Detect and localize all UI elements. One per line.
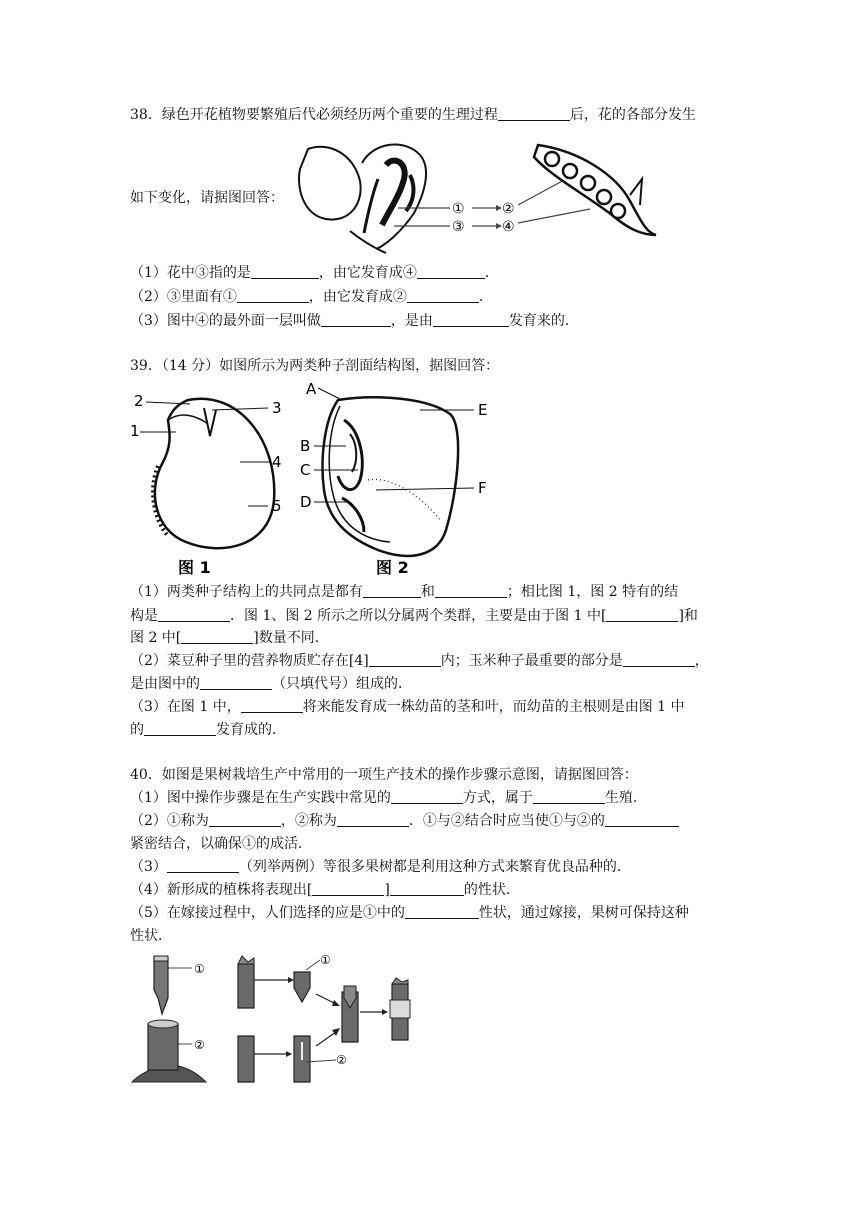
q40-sub2-line2: 紧密结合，以确保①的成活． bbox=[130, 836, 312, 852]
answer-blank[interactable] bbox=[390, 881, 464, 896]
q39-title: 39．（14 分）如图所示为两类种子剖面结构图，据图回答： bbox=[130, 358, 500, 374]
answer-blank[interactable] bbox=[435, 583, 507, 598]
answer-blank[interactable] bbox=[144, 721, 216, 736]
q38-line2: 如下变化，请据图回答： bbox=[130, 190, 284, 206]
rootstock-label: ② bbox=[194, 1038, 205, 1052]
scion-label: ① bbox=[194, 962, 205, 976]
fig2-label-C: C bbox=[300, 461, 311, 479]
answer-blank[interactable] bbox=[417, 264, 485, 279]
scion-label-2: ① bbox=[320, 953, 331, 967]
answer-blank[interactable] bbox=[251, 264, 319, 279]
fig1-label-5: 5 bbox=[272, 497, 282, 515]
answer-blank[interactable] bbox=[606, 607, 678, 622]
q40-title: 40．如图是果树栽培生产中常用的一项生产技术的操作步骤示意图，请据图回答： bbox=[130, 767, 638, 783]
q38-text: 38．绿色开花植物要繁殖后代必须经历两个重要的生理过程 bbox=[130, 107, 498, 123]
q40-sub5-line2: 性状． bbox=[130, 928, 172, 944]
q38-sub3: （3）图中④的最外面一层叫做 ，是由 发育来的． bbox=[130, 313, 579, 329]
answer-blank[interactable] bbox=[181, 629, 253, 644]
q38-sub1: （1）花中③指的是 ，由它发育成④ ． bbox=[130, 265, 499, 281]
q38-sub2: （2）③里面有① ，由它发育成② ． bbox=[130, 289, 493, 305]
fig2-label-E: E bbox=[478, 401, 488, 419]
q39-sub3-line2: 的 发育成的． bbox=[130, 722, 286, 738]
fig1-label-4: 4 bbox=[272, 453, 282, 471]
answer-blank[interactable] bbox=[167, 858, 239, 873]
q39-sub2-line1: （2）菜豆种子里的营养物质贮存在[4] 内；玉米种子最重要的部分是 ， bbox=[130, 653, 709, 669]
seed-section-figure bbox=[128, 380, 498, 580]
answer-blank[interactable] bbox=[200, 675, 272, 690]
grafting-steps-figure bbox=[128, 950, 428, 1090]
fig2-label-D: D bbox=[300, 493, 312, 511]
q39-sub2-line2: 是由图中的 （只填代号）组成的． bbox=[130, 676, 412, 692]
q38-line1 bbox=[130, 105, 696, 125]
petal-shape bbox=[299, 147, 361, 220]
fig2-caption: 图 2 bbox=[376, 558, 409, 577]
answer-blank[interactable] bbox=[605, 812, 679, 827]
q39-sub1-line1: （1）两类种子结构上的共同点是都有 和 ；相比图 1，图 2 特有的结 bbox=[130, 584, 679, 600]
scion-shape bbox=[154, 958, 168, 1014]
answer-blank[interactable] bbox=[533, 789, 605, 804]
rootstock-label-2: ② bbox=[336, 1053, 347, 1067]
rootstock-shape bbox=[148, 1024, 178, 1070]
answer-blank[interactable] bbox=[623, 652, 695, 667]
answer-blank[interactable] bbox=[498, 106, 570, 121]
q39-sub1-line2: 构是 ．图 1、图 2 所示之所以分属两个类群，主要是由于图 1 中[ ]和 bbox=[130, 608, 698, 624]
answer-blank[interactable] bbox=[405, 904, 479, 919]
answer-blank[interactable] bbox=[312, 881, 384, 896]
q40-sub3: （3） （列举两例）等很多果树都是利用这种方式来繁育优良品种的． bbox=[130, 859, 631, 875]
fig1-label-1: 1 bbox=[130, 422, 140, 440]
answer-blank[interactable] bbox=[433, 312, 509, 327]
answer-blank[interactable] bbox=[363, 583, 421, 598]
answer-blank[interactable] bbox=[407, 288, 479, 303]
fig2-label-A: A bbox=[306, 380, 317, 398]
q40-sub2-line1: （2）①称为 ，②称为 ．①与②结合时应当使①与②的 bbox=[130, 811, 679, 831]
answer-blank[interactable] bbox=[241, 698, 303, 713]
fig2-label-F: F bbox=[478, 479, 487, 497]
q39-sub3-line1: （3）在图 1 中， 将来能发育成一株幼苗的茎和叶，而幼苗的主根则是由图 1 中 bbox=[130, 699, 685, 715]
ovary-label: ③ bbox=[452, 219, 465, 235]
corn-seed-shape bbox=[323, 397, 459, 556]
q40-sub1: （1）图中操作步骤是在生产实践中常见的 方式，属于 生殖． bbox=[130, 790, 647, 806]
fig1-label-2: 2 bbox=[134, 392, 144, 410]
q40-sub4: （4）新形成的植株将表现出[ ] 的性状． bbox=[130, 882, 520, 898]
answer-blank[interactable] bbox=[237, 288, 309, 303]
answer-blank[interactable] bbox=[158, 607, 230, 622]
fig2-label-B: B bbox=[300, 437, 311, 455]
fig1-label-3: 3 bbox=[272, 399, 282, 417]
fruit-label: ④ bbox=[502, 219, 515, 235]
answer-blank[interactable] bbox=[369, 652, 441, 667]
seed-label: ② bbox=[502, 201, 515, 217]
fig1-caption: 图 1 bbox=[178, 558, 211, 577]
answer-blank[interactable] bbox=[391, 789, 463, 804]
q39-sub1-line3: 图 2 中[ ]数量不同． bbox=[130, 630, 329, 646]
answer-blank[interactable] bbox=[209, 812, 281, 827]
bean-seed-shape bbox=[155, 399, 274, 548]
q40-sub5-line1: （5）在嫁接过程中，人们选择的应是①中的 性状，通过嫁接，果树可保持这种 bbox=[130, 905, 689, 921]
answer-blank[interactable] bbox=[337, 812, 409, 827]
ovule-label: ① bbox=[452, 201, 465, 217]
answer-blank[interactable] bbox=[321, 312, 391, 327]
q38-text: 后，花的各部分发生 bbox=[569, 107, 696, 123]
flower-fruit-figure bbox=[290, 135, 660, 255]
